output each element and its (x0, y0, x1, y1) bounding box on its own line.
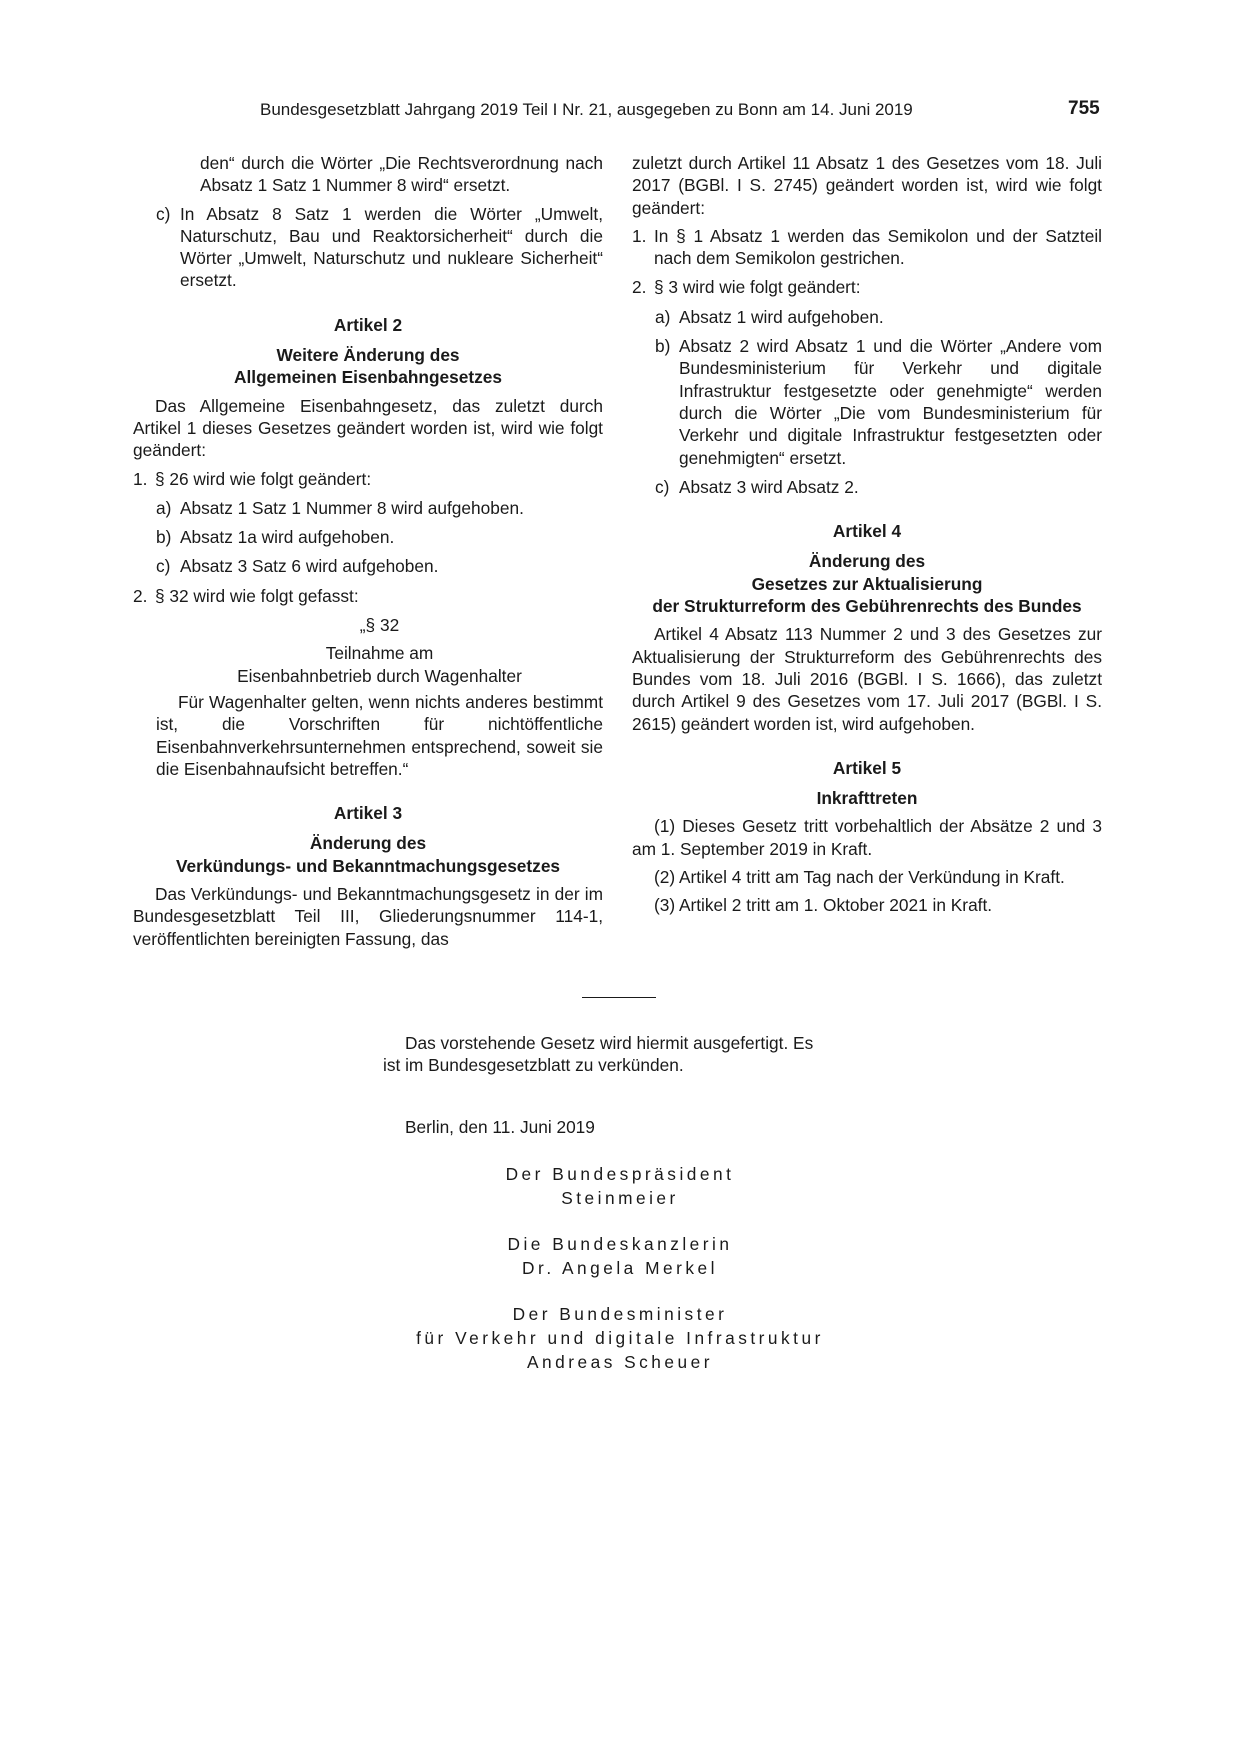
article-intro: Das Allgemeine Eisenbahngesetz, das zuletzt durch Artikel 1 dieses Gesetzes geändert worden ist, wird wie folgt geändert: (133, 395, 603, 461)
list-item (632, 225, 1102, 270)
article-label: Artikel 5 (832, 757, 902, 778)
running-header: Bundesgesetzblatt Jahrgang 2019 Teil I Nr. 21, ausgegeben zu Bonn am 14. Juni 2019 (260, 100, 913, 119)
article-title: Allgemeinen Eisenbahngesetzes (234, 367, 502, 388)
article-title: der Strukturreform des Gebührenrechts des Bundes (652, 596, 1082, 617)
list-item-text: In Absatz 8 Satz 1 werden die Wörter „Umwelt, Naturschutz, Bau und Reaktorsicherheit“ durch die Wörter „Umwelt, Naturschutz und nukleare Sicherheit“ ersetzt. (180, 203, 603, 291)
article-label: Artikel 3 (333, 803, 403, 824)
list-item (133, 497, 603, 519)
list-marker: a) (655, 306, 671, 327)
list-item (632, 335, 1102, 469)
signatory-office: für Verkehr und digitale Infrastruktur (416, 1328, 824, 1348)
article-intro: Das Verkündungs- und Bekanntmachungsgesetz in der im Bundesgesetzblatt Teil III, Gliederungsnummer 114-1, veröffentlichten bereinigten Fassung, das (133, 884, 603, 949)
list-item-text: In § 1 Absatz 1 werden das Semikolon und der Satzteil nach dem Semikolon gestrichen. (654, 225, 1102, 269)
continued-paragraph: den“ durch die Wörter „Die Rechtsverordnung nach Absatz 1 Satz 1 Nummer 8 wird“ ersetzt. (200, 153, 603, 196)
signatory-name: Steinmeier (561, 1188, 679, 1208)
article-paragraph: (3) Artikel 2 tritt am 1. Oktober 2021 in Kraft. (654, 895, 993, 916)
section-title: Eisenbahnbetrieb durch Wagenhalter (237, 665, 522, 686)
list-marker: c) (156, 556, 171, 577)
article-title: Verkündungs- und Bekanntmachungsgesetzes (175, 855, 561, 876)
list-marker: a) (156, 497, 172, 518)
list-item-text: Absatz 1 wird aufgehoben. (679, 306, 884, 327)
signatory-office: Der Bundesminister (512, 1304, 728, 1324)
list-item (632, 276, 1102, 298)
list-item-text: Absatz 3 wird Absatz 2. (679, 476, 859, 497)
section-number: „§ 32 (359, 615, 400, 636)
list-marker: 2. (133, 585, 148, 606)
closing-formula (383, 1032, 853, 1077)
list-item-text: § 3 wird wie folgt geändert: (654, 277, 861, 298)
article-title: Inkrafttreten (816, 788, 918, 809)
list-item-text: Absatz 3 Satz 6 wird aufgehoben. (180, 556, 439, 577)
list-item (632, 476, 1102, 498)
list-item-text: § 26 wird wie folgt geändert: (155, 468, 372, 489)
article-text: Artikel 4 Absatz 113 Nummer 2 und 3 des Gesetzes zur Aktualisierung der Strukturreform des Gebührenrechts des Bundes vom 18. Juli 2016 (BGBl. I S. 1666), das zuletzt durch Artikel 9 des Gesetzes vom 17. Juli 2017 (BGBl. I S. 2615) geändert worden ist, wird aufgehoben. (632, 624, 1102, 734)
list-item-text: Absatz 2 wird Absatz 1 und die Wörter „Andere vom Bundesministerium für Verkehr und digitale Infrastruktur festgesetzte oder genehmigte“ werden durch die Wörter „Die vom Bundesministerium für Verkehr und digitale Infrastruktur festgesetzten oder genehmigten“ ersetzt. (679, 336, 1102, 468)
signature-block (400, 1162, 840, 1210)
right-column (632, 152, 1102, 917)
page-number: 755 (1068, 98, 1100, 119)
signature-block (380, 1302, 860, 1374)
list-marker: c) (655, 476, 670, 497)
list-item (632, 306, 1102, 328)
place-date: Berlin, den 11. Juni 2019 (405, 1117, 595, 1137)
list-item (133, 468, 603, 490)
signatory-name: Dr. Angela Merkel (522, 1258, 718, 1278)
list-marker: b) (655, 336, 671, 357)
article-label: Artikel 2 (333, 314, 403, 335)
article-paragraph: (1) Dieses Gesetz tritt vorbehaltlich der Absätze 2 und 3 am 1. September 2019 in Kraft. (632, 816, 1102, 859)
list-marker: c) (156, 203, 171, 224)
list-marker: b) (156, 527, 172, 548)
list-item (133, 585, 603, 607)
left-column (133, 152, 603, 950)
list-marker: 1. (133, 468, 148, 489)
continued-paragraph: zuletzt durch Artikel 11 Absatz 1 des Gesetzes vom 18. Juli 2017 (BGBl. I S. 2745) geändert worden ist, wird wie folgt geändert: (632, 153, 1102, 218)
list-marker: 1. (632, 225, 647, 246)
list-item-text: Absatz 1 Satz 1 Nummer 8 wird aufgehoben. (180, 497, 524, 518)
list-item (133, 203, 603, 292)
article-paragraph: (2) Artikel 4 tritt am Tag nach der Verkündung in Kraft. (654, 867, 1065, 888)
article-title: Weitere Änderung des (276, 345, 460, 366)
section-divider (582, 997, 656, 998)
section-text: Für Wagenhalter gelten, wenn nichts anderes bestimmt ist, die Vorschriften für nichtöffentliche Eisenbahnverkehrsunternehmen entsprechend, soweit sie die Eisenbahnaufsicht betreffen.“ (156, 691, 603, 779)
article-title: Änderung des (808, 551, 926, 572)
article-title: Gesetzes zur Aktualisierung (751, 573, 983, 594)
section-title: Teilnahme am (325, 643, 434, 664)
signatory-name: Andreas Scheuer (526, 1352, 714, 1372)
signature-block (400, 1232, 840, 1280)
list-item-text: Absatz 1a wird aufgehoben. (180, 527, 395, 548)
closing-line: Das vorstehende Gesetz wird hiermit ausgefertigt. Es (405, 1033, 814, 1053)
list-item-text: § 32 wird wie folgt gefasst: (155, 585, 359, 606)
list-item (133, 555, 603, 577)
article-label: Artikel 4 (832, 521, 902, 542)
quoted-section (133, 614, 603, 780)
list-item (133, 526, 603, 548)
closing-line: ist im Bundesgesetzblatt zu verkünden. (383, 1055, 684, 1076)
signatory-office: Der Bundespräsident (505, 1164, 735, 1184)
signatory-office: Die Bundeskanzlerin (507, 1234, 733, 1254)
article-title: Änderung des (309, 833, 427, 854)
list-marker: 2. (632, 277, 647, 298)
